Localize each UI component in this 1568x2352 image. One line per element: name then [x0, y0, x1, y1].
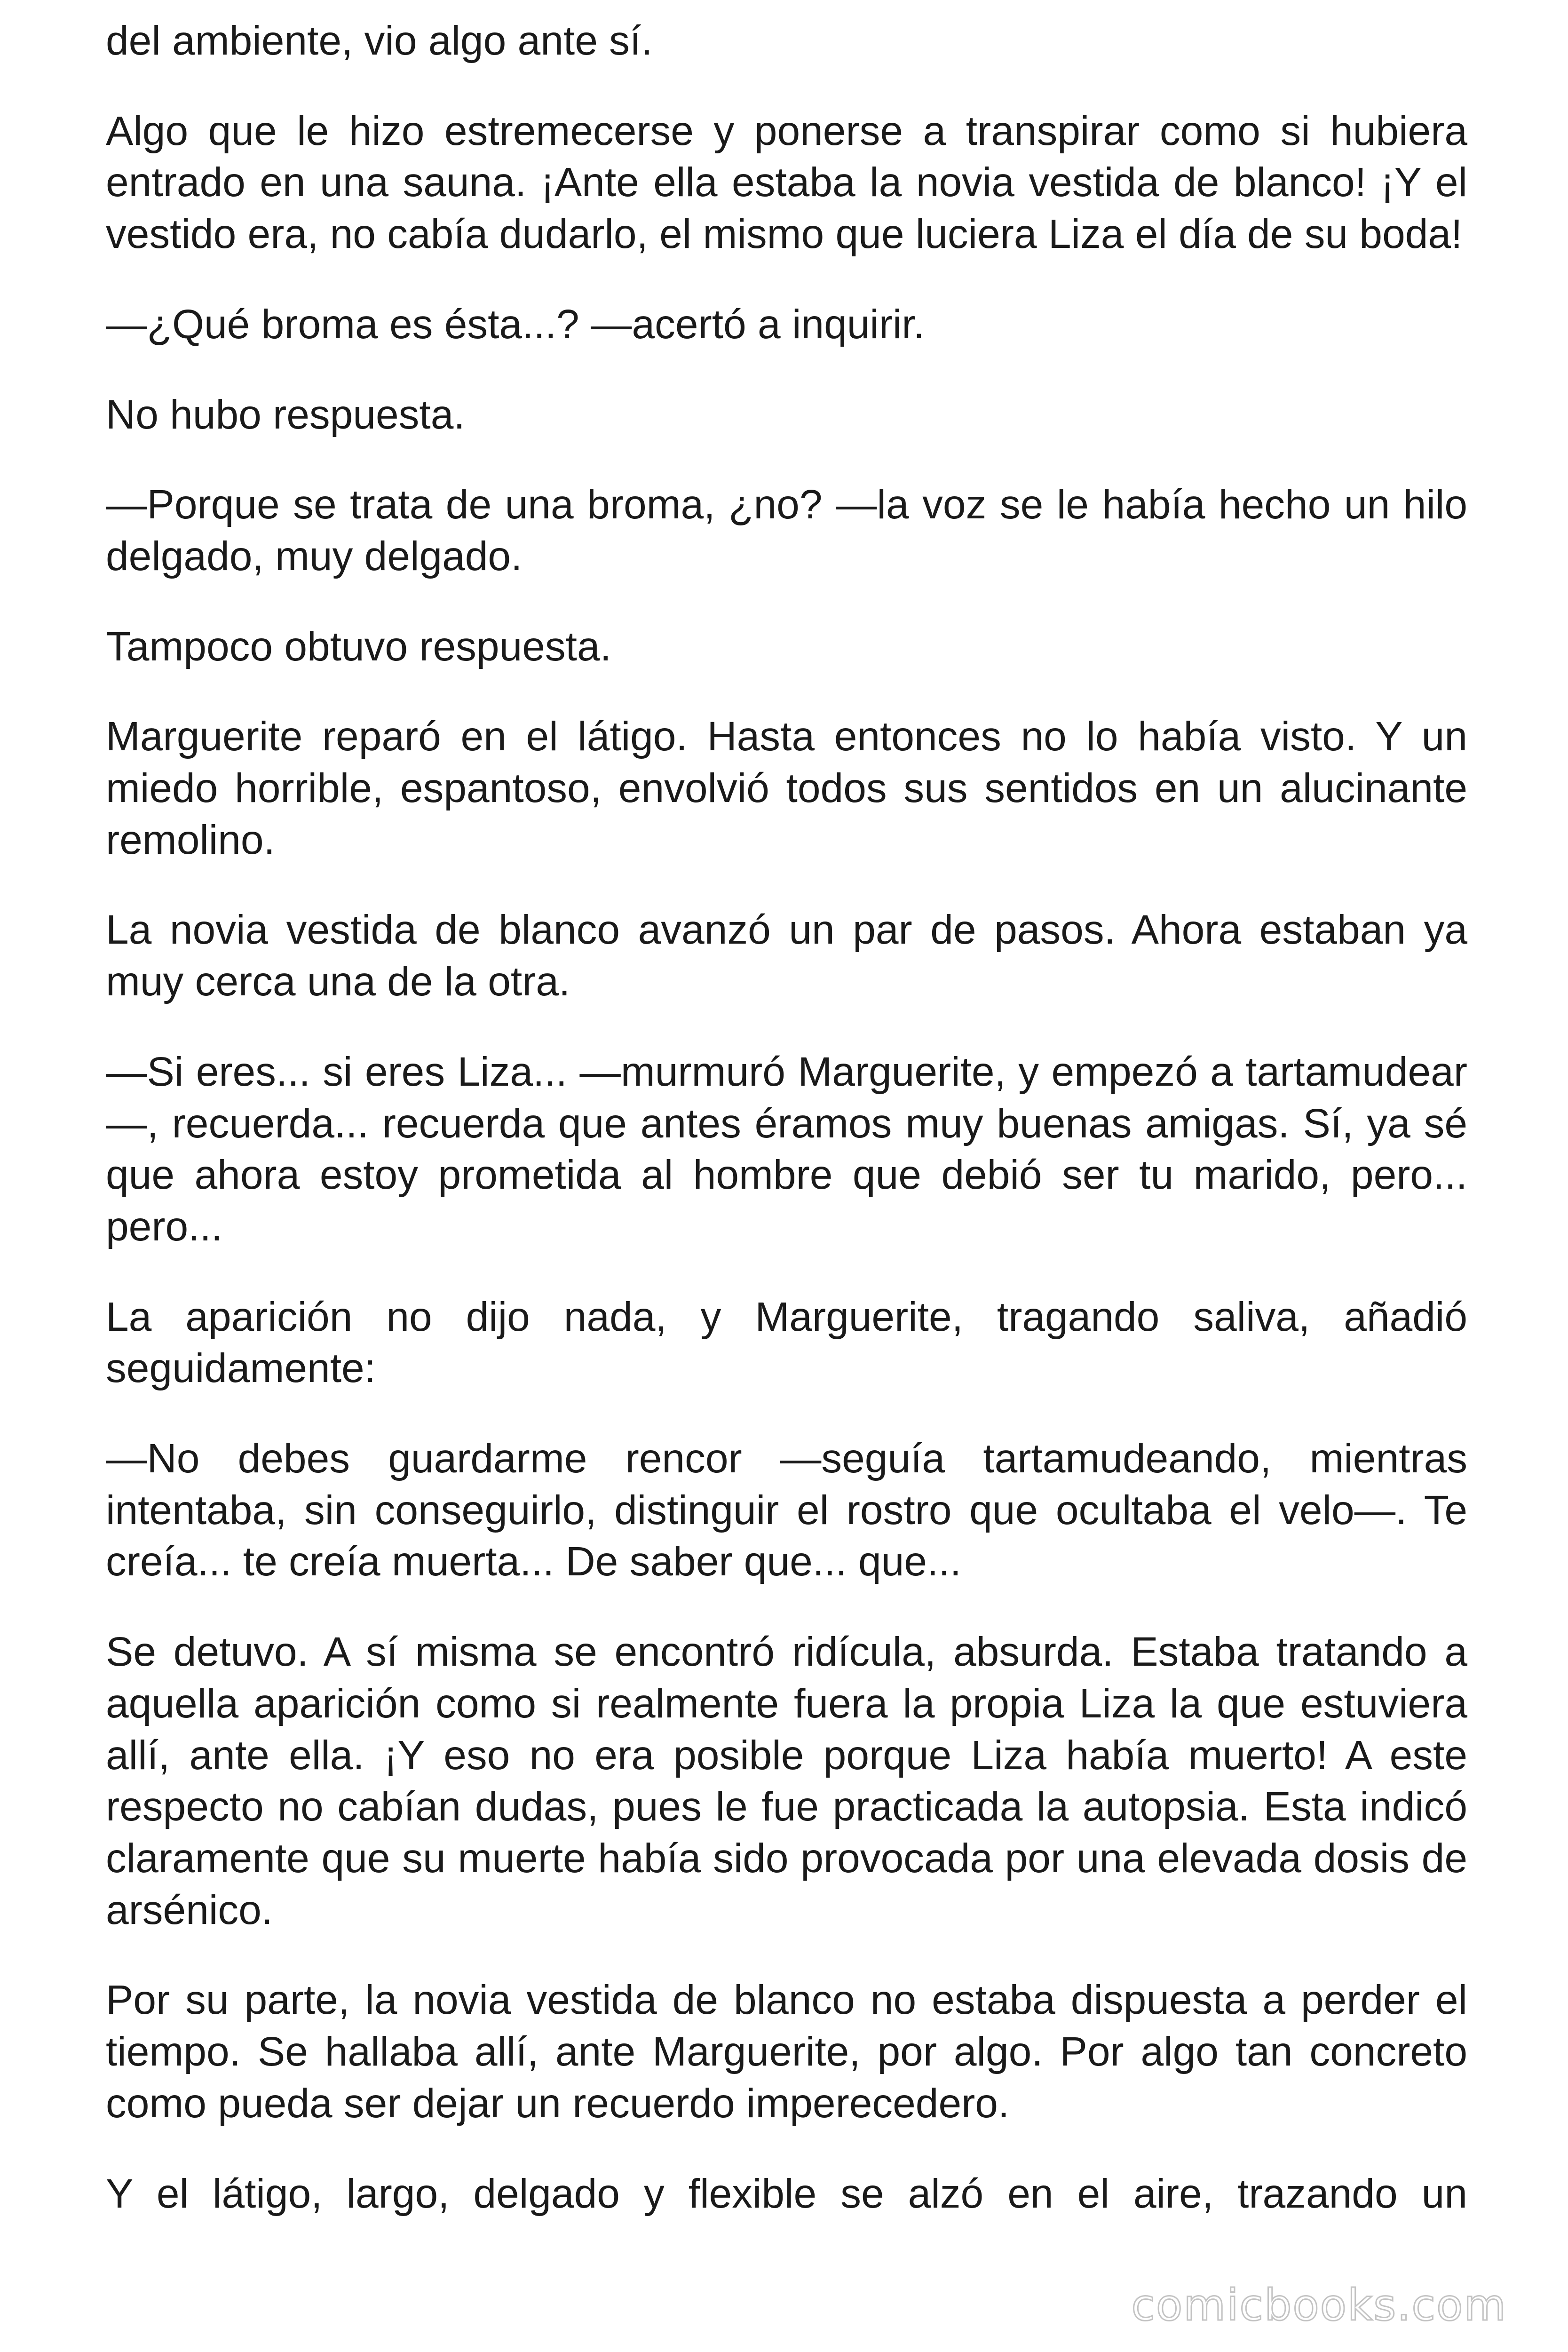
paragraph-continued: Y el látigo, largo, delgado y flexible se alzó en el aire, trazando un	[106, 2170, 1467, 2217]
paragraph: del ambiente, vio algo ante sí.	[106, 17, 653, 64]
watermark-logo: comicbooks.com	[1131, 2280, 1507, 2330]
paragraph: —Porque se trata de una broma, ¿no? —la voz se le había hecho un hilo delgado, muy delgado.	[106, 481, 1467, 579]
paragraph: Tampoco obtuvo respuesta.	[106, 623, 611, 669]
paragraph: —No debes guardarme rencor —seguía tartamudeando, mientras intentaba, sin conseguirlo, distinguir el rostro que ocultaba el velo—. Te creía... te creía muerta... De saber que... que...	[106, 1435, 1467, 1585]
paragraph: No hubo respuesta.	[106, 391, 465, 437]
paragraph: La aparición no dijo nada, y Marguerite, tragando saliva, añadió seguidamente:	[106, 1293, 1467, 1391]
paragraph: —Si eres... si eres Liza... —murmuró Marguerite, y empezó a tartamudear—, recuerda... recuerda que antes éramos muy buenas amigas. Sí, ya sé que ahora estoy prometida al hombre que debió ser tu marido, pero... pero...	[106, 1048, 1467, 1249]
paragraph: La novia vestida de blanco avanzó un par de pasos. Ahora estaban ya muy cerca una de la otra.	[106, 906, 1467, 1005]
paragraph: Se detuvo. A sí misma se encontró ridícula, absurda. Estaba tratando a aquella aparición como si realmente fuera la propia Liza la que estuviera allí, ante ella. ¡Y eso no era posible porque Liza había muerto! A este respecto no cabían dudas, pues le fue practicada la autopsia. Esta indicó claramente que su muerte había sido provocada por una elevada dosis de arsénico.	[106, 1629, 1467, 1933]
paragraph: Algo que le hizo estremecerse y ponerse a transpirar como si hubiera entrado en una sauna. ¡Ante ella estaba la novia vestida de blanco! ¡Y el vestido era, no cabía dudarlo, el mismo que luciera Liza el día de su boda!	[106, 107, 1467, 257]
paragraph: —¿Qué broma es ésta...? —acertó a inquirir.	[106, 301, 925, 347]
body-text	[106, 15, 1467, 2258]
paragraph: Marguerite reparó en el látigo. Hasta entonces no lo había visto. Y un miedo horrible, espantoso, envolvió todos sus sentidos en un alucinante remolino.	[106, 713, 1467, 863]
paragraph: Por su parte, la novia vestida de blanco no estaba dispuesta a perder el tiempo. Se hallaba allí, ante Marguerite, por algo. Por algo tan concreto como pueda ser dejar un recuerdo imperecedero.	[106, 1977, 1467, 2126]
